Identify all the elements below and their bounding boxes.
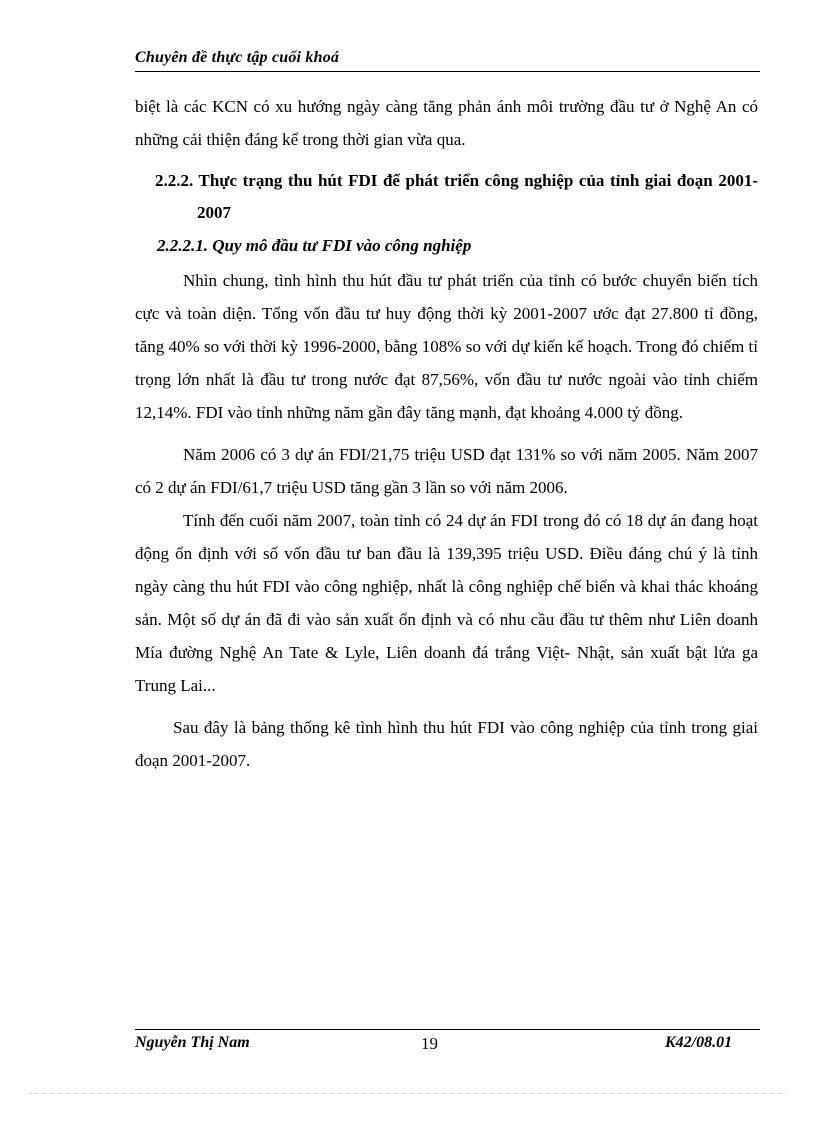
paragraph-continuation: biệt là các KCN có xu hướng ngày càng tăng phản ánh môi trường đầu tư ở Nghệ An có những cải thiện đáng kể trong thời gian vừa qua. — [135, 97, 758, 149]
footer-author: Nguyễn Thị Nam — [135, 1034, 250, 1051]
paragraph-2006-2007: Năm 2006 có 3 dự án FDI/21,75 triệu USD đạt 131% so với năm 2005. Năm 2007 có 2 dự án FDI/61,7 triệu USD tăng gần 3 lần so với năm 2006. — [135, 445, 758, 497]
section-heading-2-2-2: 2.2.2. Thực trạng thu hút FDI để phát triển công nghiệp của tỉnh giai đoạn 2001-2007 — [155, 171, 758, 222]
footer-class-code: K42/08.01 — [665, 1034, 733, 1051]
page-number: 19 — [421, 1034, 438, 1053]
paragraph-table-intro: Sau đây là bảng thống kê tình hình thu hút FDI vào công nghiệp của tỉnh trong giai đoạn 2001-2007. — [135, 718, 758, 770]
subsection-heading-2-2-2-1: 2.2.2.1. Quy mô đầu tư FDI vào công nghiệp — [157, 236, 472, 255]
paragraph-overview: Nhìn chung, tình hình thu hút đầu tư phát triển của tỉnh có bước chuyển biến tích cực và toàn diện. Tổng vốn đầu tư huy động thời kỳ 2001-2007 ước đạt 27.800 tỉ đồng, tăng 40% so với thời kỳ 1996-2000, bằng 108% so với dự kiến kế hoạch. Trong đó chiếm tỉ trọng lớn nhất là đầu tư trong nước đạt 87,56%, vốn đầu tư nước ngoài vào tỉnh chiếm 12,14%. FDI vào tỉnh những năm gần đây tăng mạnh, đạt khoảng 4.000 tỷ đồng. — [135, 271, 758, 422]
footer-divider — [135, 1029, 760, 1030]
document-body — [135, 90, 758, 777]
header-divider — [135, 71, 760, 72]
paragraph-projects: Tính đến cuối năm 2007, toàn tỉnh có 24 dự án FDI trong đó có 18 dự án đang hoạt động ổn định với số vốn đầu tư ban đầu là 139,395 triệu USD. Điều đáng chú ý là tỉnh ngày càng thu hút FDI vào công nghiệp, nhất là công nghiệp chế biến và khai thác khoáng sản. Một số dự án đã đi vào sản xuất ổn định và có nhu cầu đầu tư thêm như Liên doanh Mía đường Nghệ An Tate & Lyle, Liên doanh đá trắng Việt- Nhật, sản xuất bật lửa ga Trung Lai... — [135, 511, 758, 695]
running-header-title: Chuyên đề thực tập cuối khoá — [135, 49, 340, 66]
page-bottom-dotted-line — [30, 1093, 786, 1094]
